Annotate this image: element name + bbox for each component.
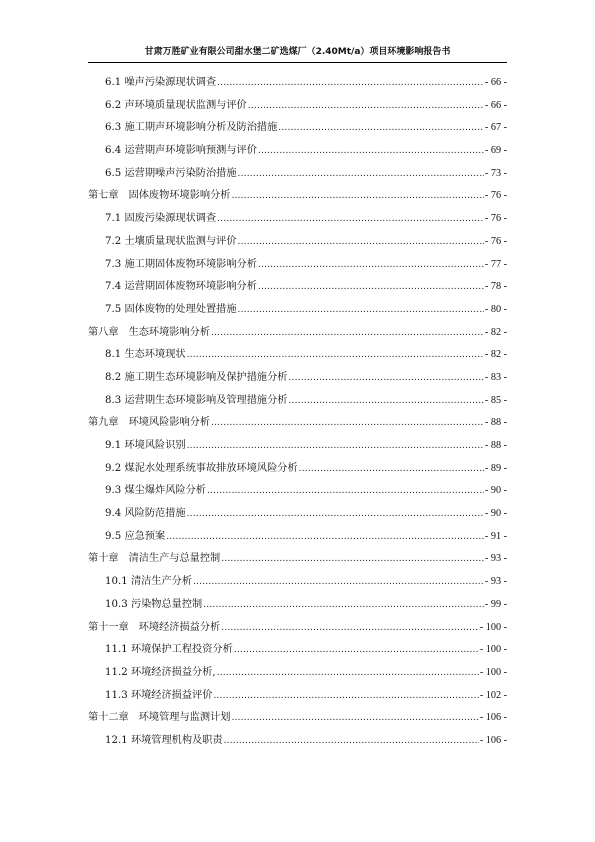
toc-dot-leader (203, 600, 484, 610)
toc-page-number: - 100 - (479, 644, 507, 656)
toc-entry-number: 9.1 (105, 440, 122, 451)
toc-section-entry[interactable] (88, 572, 507, 595)
toc-section-entry[interactable] (88, 459, 507, 482)
toc-dot-leader (217, 668, 479, 678)
toc-entry-label (105, 504, 186, 519)
toc-dot-leader (221, 554, 484, 564)
toc-chapter-entry[interactable] (88, 618, 507, 641)
toc-section-entry[interactable] (88, 595, 507, 618)
page-header: 甘肃万胜矿业有限公司甜水堡二矿选煤厂（2.40Mt/a）项目环境影响报告书 (144, 47, 451, 57)
toc-page-number: - 102 - (479, 689, 507, 701)
toc-entry-number: 8.2 (105, 371, 122, 383)
toc-entry-label (88, 323, 210, 338)
toc-chapter-entry[interactable] (88, 708, 507, 731)
toc-section-entry[interactable] (88, 527, 507, 550)
toc-entry-number: 第十一章 (88, 621, 129, 633)
toc-dot-leader (211, 418, 484, 428)
toc-entry-number: 8.1 (105, 349, 122, 361)
toc-entry-label (105, 164, 237, 179)
toc-page-number: - 90 - (484, 485, 507, 497)
toc-entry-title: 固废污染源现状调查 (124, 213, 217, 225)
toc-entry-number: 第十二章 (88, 712, 129, 724)
toc-page-number: - 106 - (479, 734, 507, 746)
toc-dot-leader (238, 169, 484, 179)
toc-entry-number: 第九章 (88, 417, 119, 429)
toc-page-number: - 76 - (484, 190, 507, 202)
toc-section-entry[interactable] (88, 232, 507, 255)
toc-entry-title: 土壤质量现状监测与评价 (124, 235, 237, 247)
toc-entry-label (88, 413, 210, 428)
toc-dot-leader (258, 260, 484, 270)
toc-entry-title: 环境管理机构及职责 (130, 734, 223, 746)
toc-entry-title: 固体废物的处理处置措施 (124, 303, 237, 315)
toc-entry-label (88, 618, 220, 633)
toc-page-number: - 88 - (484, 417, 507, 429)
toc-entry-title: 运营期声环境影响预测与评价 (124, 145, 257, 157)
toc-section-entry[interactable] (88, 663, 507, 686)
toc-dot-leader (211, 328, 484, 338)
toc-page-number: - 100 - (479, 621, 507, 633)
toc-dot-leader (187, 509, 484, 519)
toc-entry-label (105, 368, 287, 383)
toc-dot-leader (288, 373, 483, 383)
toc-dot-leader (238, 237, 484, 247)
toc-entry-number: 8.3 (105, 394, 122, 406)
toc-entry-number: 11.3 (105, 689, 128, 701)
toc-entry-title: 固体废物环境影响分析 (128, 190, 231, 202)
toc-entry-number: 6.4 (105, 145, 122, 157)
toc-page-number: - 67 - (484, 122, 507, 134)
toc-page-number: - 82 - (484, 326, 507, 338)
toc-section-entry[interactable] (88, 436, 507, 459)
toc-page-number: - 106 - (479, 712, 507, 724)
toc-section-entry[interactable] (88, 391, 507, 414)
toc-entry-title: 清洁生产与总量控制 (128, 553, 221, 565)
toc-dot-leader (224, 736, 479, 746)
toc-entry-number: 6.1 (105, 77, 122, 88)
toc-dot-leader (217, 78, 484, 88)
toc-entry-number: 9.4 (105, 508, 122, 520)
toc-entry-label (105, 118, 277, 133)
toc-entry-number: 11.1 (105, 644, 128, 656)
toc-entry-title: 施工期固体废物环境影响分析 (124, 258, 257, 270)
toc-section-entry[interactable] (88, 731, 507, 754)
toc-page-number: - 89 - (484, 462, 507, 474)
toc-entry-title: 环境保护工程投资分析 (130, 644, 233, 656)
toc-entry-number: 第七章 (88, 190, 119, 202)
toc-section-entry[interactable] (88, 73, 507, 96)
toc-entry-title: 生态环境现状 (124, 349, 186, 361)
toc-entry-number: 6.5 (105, 167, 122, 179)
toc-dot-leader (217, 214, 484, 224)
toc-entry-number: 12.1 (105, 734, 128, 746)
toc-page-number: - 85 - (484, 394, 507, 406)
toc-entry-title: 运营期噪声污染防治措施 (124, 167, 237, 179)
toc-entry-title: 应急预案 (124, 530, 166, 542)
toc-entry-label (105, 686, 212, 701)
toc-section-entry[interactable] (88, 118, 507, 141)
toc-entry-label (105, 141, 257, 156)
toc-entry-title: 施工期声环境影响分析及防治措施 (124, 122, 278, 134)
toc-entry-title: 煤尘爆炸风险分析 (124, 485, 206, 497)
toc-entry-title: 煤泥水处理系统事故排放环境风险分析 (124, 462, 298, 474)
toc-entry-number: 7.4 (105, 281, 122, 293)
header-rule (88, 62, 507, 63)
toc-page-number: - 91 - (484, 530, 507, 542)
toc-section-entry[interactable] (88, 255, 507, 278)
toc-entry-title: 运营期生态环境影响及管理措施分析 (124, 394, 288, 406)
toc-dot-leader (207, 486, 484, 496)
toc-page-number: - 77 - (484, 258, 507, 270)
toc-section-entry[interactable] (88, 504, 507, 527)
toc-section-entry[interactable] (88, 345, 507, 368)
toc-dot-leader (187, 350, 484, 360)
toc-section-entry[interactable] (88, 209, 507, 232)
toc-page-number: - 76 - (484, 235, 507, 247)
toc-dot-leader (213, 691, 478, 701)
toc-section-entry[interactable] (88, 640, 507, 663)
toc-entry-number: 9.5 (105, 530, 122, 542)
toc-entry-title: 环境经济损益评价 (130, 689, 213, 701)
toc-dot-leader (234, 645, 479, 655)
toc-entry-title: 清洁生产分析 (130, 576, 193, 588)
toc-entry-title: 噪声污染源现状调查 (124, 77, 217, 88)
toc-entry-label (105, 481, 206, 496)
table-of-contents (88, 73, 507, 754)
toc-page-number: - 66 - (484, 77, 507, 88)
toc-page-number: - 93 - (484, 553, 507, 565)
toc-dot-leader (187, 441, 484, 451)
toc-section-entry[interactable] (88, 481, 507, 504)
toc-entry-label (105, 277, 257, 292)
toc-entry-number: 7.5 (105, 303, 122, 315)
toc-chapter-entry[interactable] (88, 413, 507, 436)
toc-entry-number: 10.1 (105, 576, 128, 588)
toc-dot-leader (248, 101, 484, 111)
toc-dot-leader (258, 146, 484, 156)
toc-entry-number: 6.3 (105, 122, 122, 134)
toc-entry-label (88, 186, 230, 201)
toc-page-number: - 73 - (484, 167, 507, 179)
toc-section-entry[interactable] (88, 368, 507, 391)
toc-entry-title: 施工期生态环境影响及保护措施分析 (124, 371, 288, 383)
toc-entry-title: 环境风险影响分析 (128, 417, 211, 429)
toc-chapter-entry[interactable] (88, 323, 507, 346)
toc-entry-number: 7.3 (105, 258, 122, 270)
toc-page-number: - 82 - (484, 349, 507, 361)
toc-entry-number: 9.2 (105, 462, 122, 474)
toc-entry-title: 风险防范措施 (124, 508, 186, 520)
toc-dot-leader (166, 532, 484, 542)
toc-page-number: - 88 - (484, 440, 507, 451)
toc-entry-label (105, 595, 202, 610)
toc-entry-number: 6.2 (105, 99, 122, 111)
toc-entry-title: 污染物总量控制 (130, 598, 203, 610)
toc-dot-leader (278, 123, 484, 133)
toc-page-number: - 93 - (484, 576, 507, 588)
toc-entry-label (105, 436, 186, 451)
toc-entry-title: 环境经济损益分析 (138, 621, 221, 633)
toc-entry-label (105, 572, 192, 587)
toc-page-number: - 76 - (484, 213, 507, 225)
toc-entry-title: 环境风险识别 (124, 440, 186, 451)
toc-entry-label (105, 255, 257, 270)
toc-entry-number: 第十章 (88, 553, 119, 565)
toc-page-number: - 90 - (484, 508, 507, 520)
toc-entry-label (105, 663, 216, 678)
toc-section-entry[interactable] (88, 277, 507, 300)
toc-section-entry[interactable] (88, 96, 507, 119)
toc-dot-leader (238, 305, 484, 315)
toc-entry-label (105, 300, 237, 315)
toc-entry-number: 9.3 (105, 485, 122, 497)
toc-entry-number: 7.2 (105, 235, 122, 247)
toc-dot-leader (258, 282, 484, 292)
toc-chapter-entry[interactable] (88, 549, 507, 572)
toc-entry-label (88, 549, 220, 564)
toc-section-entry[interactable] (88, 164, 507, 187)
toc-entry-title: 声环境质量现状监测与评价 (124, 99, 247, 111)
toc-entry-number: 10.3 (105, 598, 128, 610)
toc-dot-leader (288, 396, 483, 406)
toc-entry-label (105, 209, 216, 224)
toc-page-number: - 66 - (484, 99, 507, 111)
toc-page-number: - 69 - (484, 145, 507, 157)
toc-dot-leader (299, 464, 484, 474)
toc-entry-title: 环境经济损益分析, (130, 666, 216, 678)
toc-entry-title: 生态环境影响分析 (128, 326, 211, 338)
toc-section-entry[interactable] (88, 141, 507, 164)
toc-entry-label (105, 345, 186, 360)
toc-entry-label (105, 232, 237, 247)
toc-entry-label (105, 527, 165, 542)
toc-entry-label (105, 640, 233, 655)
toc-dot-leader (231, 713, 478, 723)
toc-dot-leader (193, 577, 484, 587)
toc-entry-label (105, 391, 287, 406)
toc-page-number: - 80 - (484, 303, 507, 315)
toc-page-number: - 78 - (484, 281, 507, 293)
toc-chapter-entry[interactable] (88, 186, 507, 209)
toc-entry-title: 运营期固体废物环境影响分析 (124, 281, 257, 293)
toc-dot-leader (221, 623, 479, 633)
toc-entry-number: 第八章 (88, 326, 119, 338)
toc-entry-label (105, 96, 247, 111)
toc-entry-number: 11.2 (105, 666, 128, 678)
toc-dot-leader (231, 191, 483, 201)
toc-section-entry[interactable] (88, 686, 507, 709)
toc-page-number: - 100 - (479, 666, 507, 678)
toc-entry-label (105, 73, 216, 88)
toc-page-number: - 99 - (484, 598, 507, 610)
toc-entry-label (105, 459, 298, 474)
toc-entry-title: 环境管理与监测计划 (138, 712, 231, 724)
toc-entry-number: 7.1 (105, 213, 122, 225)
toc-entry-label (88, 708, 230, 723)
toc-entry-label (105, 731, 223, 746)
toc-section-entry[interactable] (88, 300, 507, 323)
toc-page-number: - 83 - (484, 371, 507, 383)
